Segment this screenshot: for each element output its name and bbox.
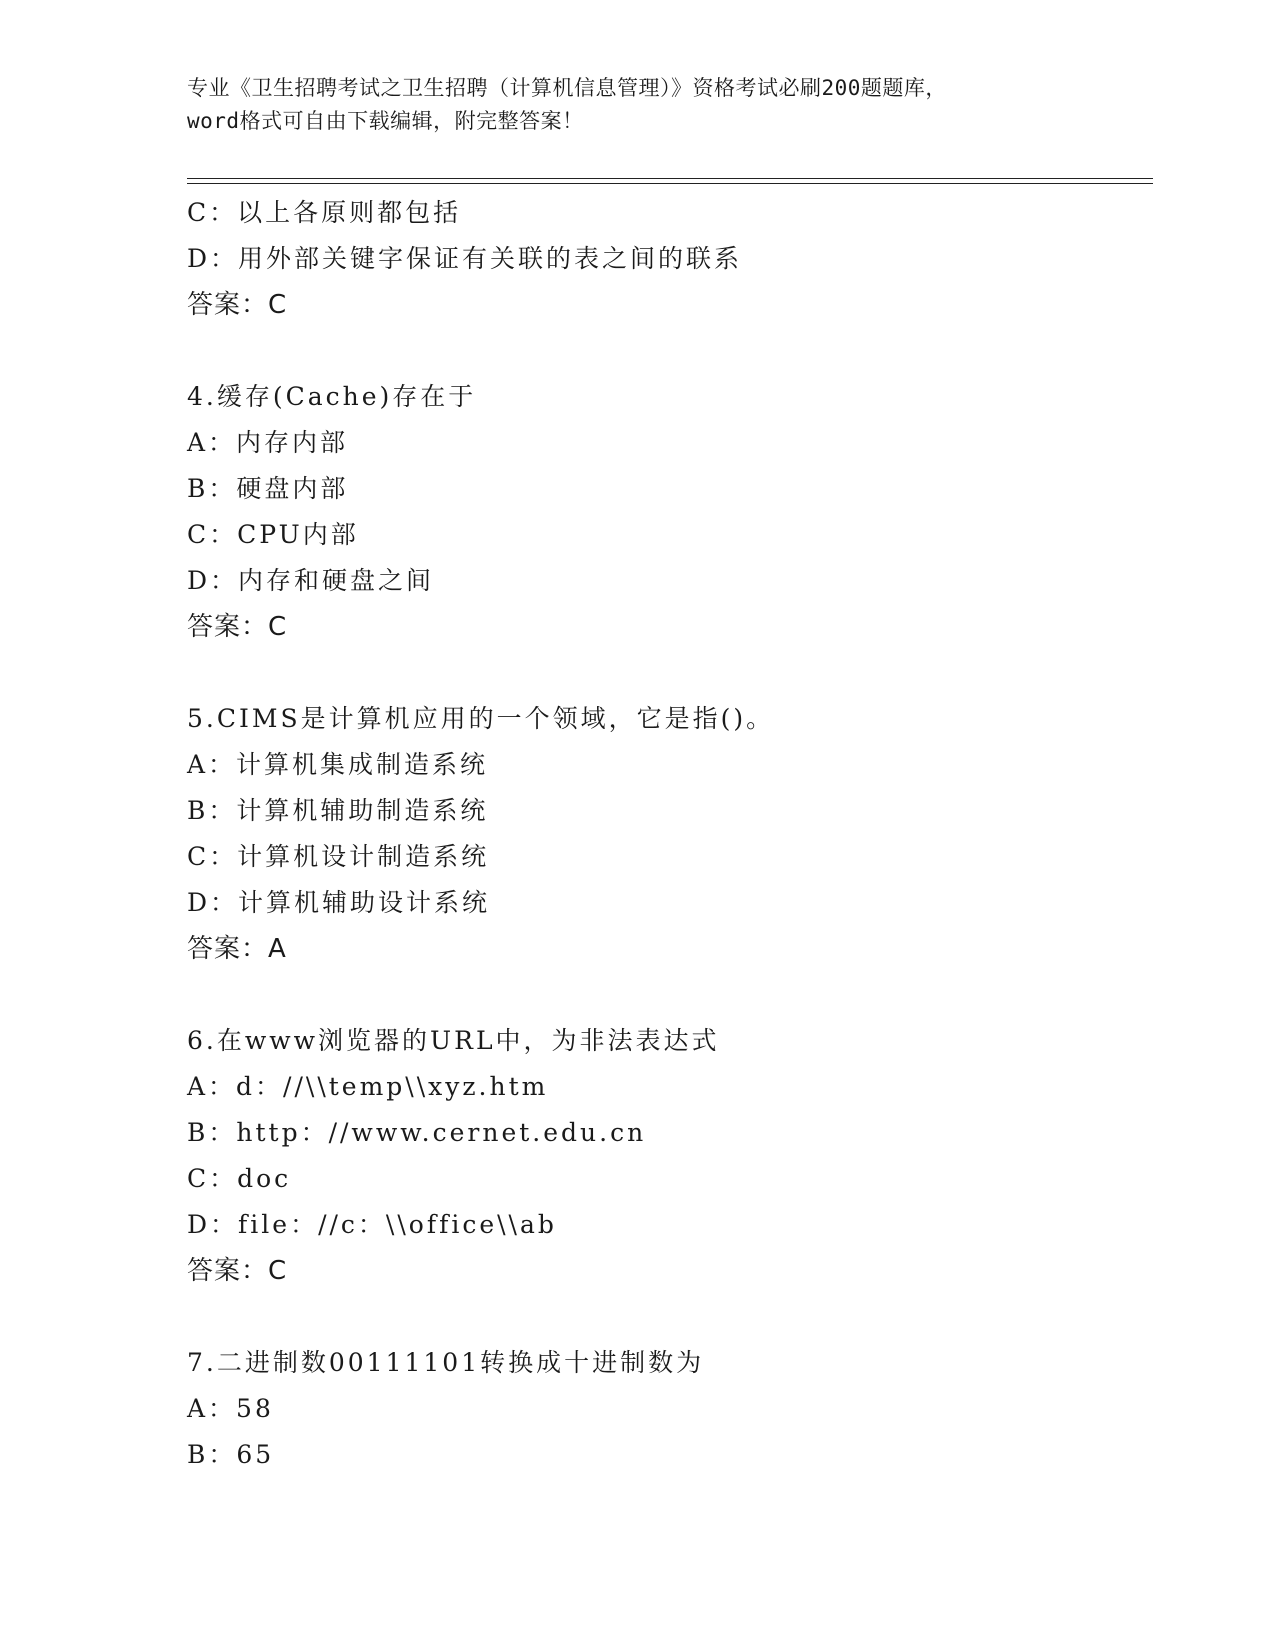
option-line: C：CPU内部 xyxy=(187,520,359,549)
option-line: C：以上各原则都包括 xyxy=(187,198,462,227)
option-line: A：内存内部 xyxy=(187,428,349,457)
option-line: D：用外部关键字保证有关联的表之间的联系 xyxy=(187,244,743,273)
header-line-1: 专业《卫生招聘考试之卫生招聘（计算机信息管理）》资格考试必刷200题题库， xyxy=(187,76,947,100)
option-line: D：内存和硬盘之间 xyxy=(187,566,435,595)
header-divider-bottom xyxy=(187,183,1153,184)
option-line: A：d：//\\temp\\xyz.htm xyxy=(187,1072,549,1101)
question-stem: 7.二进制数00111101转换成十进制数为 xyxy=(187,1348,705,1377)
option-line: D：计算机辅助设计系统 xyxy=(187,888,491,917)
question-block xyxy=(187,1340,1187,1478)
question-stem: 4.缓存(Cache)存在于 xyxy=(187,382,477,411)
option-line: B：http：//www.cernet.edu.cn xyxy=(187,1118,647,1147)
question-block xyxy=(187,1018,1187,1294)
option-line: C：计算机设计制造系统 xyxy=(187,842,490,871)
option-line: C：doc xyxy=(187,1164,292,1193)
question-stem: 5.CIMS是计算机应用的一个领域，它是指()。 xyxy=(187,704,775,733)
answer-line: 答案：C xyxy=(187,612,288,642)
document-header xyxy=(187,72,1087,138)
question-block xyxy=(187,190,1187,328)
answer-line: 答案：C xyxy=(187,290,288,320)
block-spacer xyxy=(187,650,1187,696)
option-line: B：计算机辅助制造系统 xyxy=(187,796,489,825)
answer-line: 答案：C xyxy=(187,1256,288,1286)
question-list xyxy=(187,190,1187,1478)
block-spacer xyxy=(187,1294,1187,1340)
header-line-2: word格式可自由下载编辑，附完整答案！ xyxy=(187,109,584,133)
question-stem: 6.在www浏览器的URL中，为非法表达式 xyxy=(187,1026,720,1055)
block-spacer xyxy=(187,328,1187,374)
answer-line: 答案：A xyxy=(187,934,287,964)
option-line: A：58 xyxy=(187,1394,274,1423)
question-block xyxy=(187,374,1187,650)
option-line: B：65 xyxy=(187,1440,275,1469)
option-line: D：file：//c：\\office\\ab xyxy=(187,1210,557,1239)
option-line: A：计算机集成制造系统 xyxy=(187,750,489,779)
option-line: B：硬盘内部 xyxy=(187,474,349,503)
block-spacer xyxy=(187,972,1187,1018)
question-block xyxy=(187,696,1187,972)
header-divider-top xyxy=(187,178,1153,179)
